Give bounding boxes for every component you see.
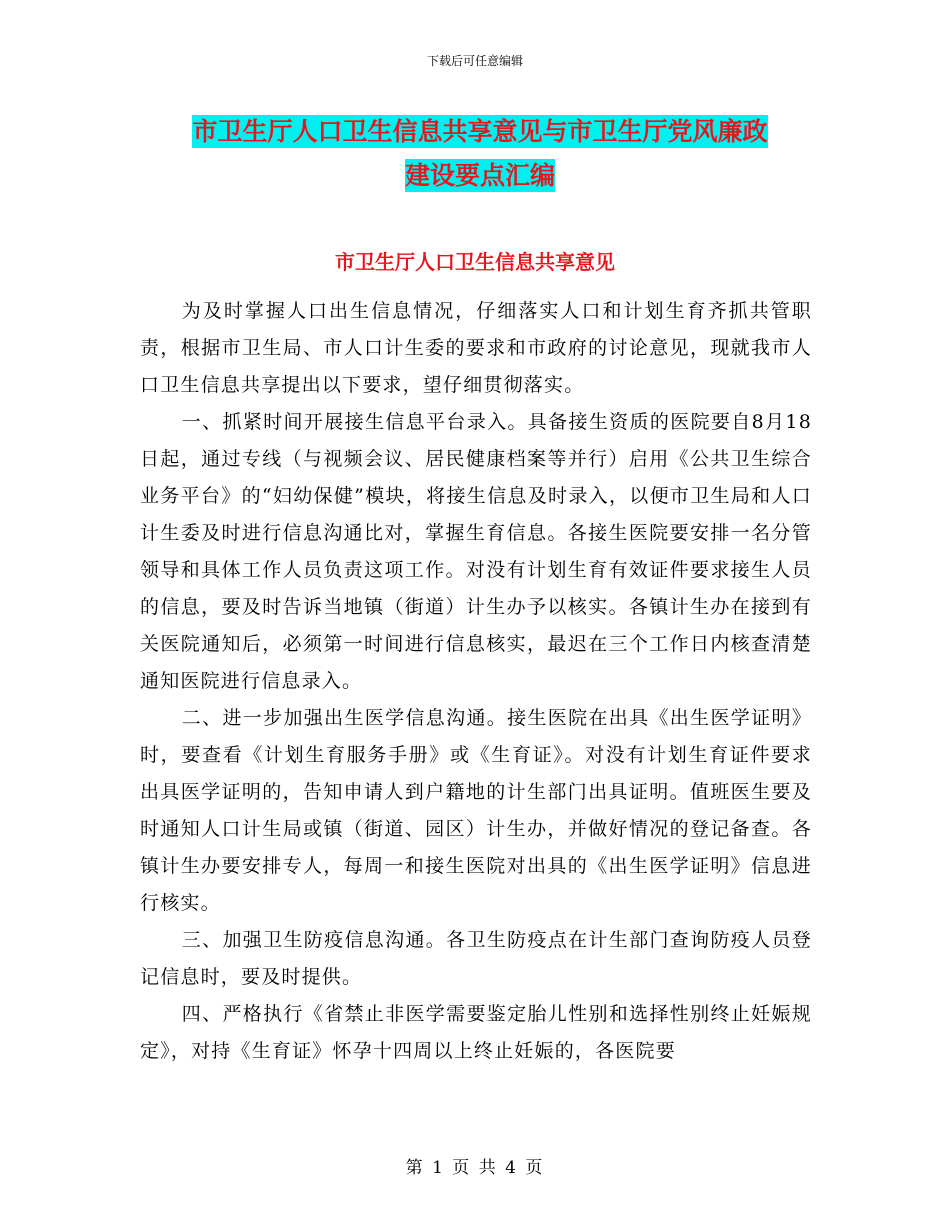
document-title-line-2: 建设要点汇编 xyxy=(404,161,555,190)
page-number: 第 1 页 共 4 页 xyxy=(405,1158,545,1178)
paragraph-item-2: 二、进一步加强出生医学信息沟通。接生医院在出具《出生医学证明》时，要查看《计划生育服务手册》或《生育证》。对没有计划生育证件要求出具医学证明的，告知申请人到户籍地的计生部门出具证明。值班医生要及时通知人口计生局或镇（街道、园区）计生办，并做好情况的登记备查。各镇计生办要安排专人，每周一和接生医院对出具的《出生医学证明》信息进行核实。 xyxy=(140,707,812,914)
paragraph-item-1: 一、抓紧时间开展接生信息平台录入。具备接生资质的医院要自8月18日起，通过专线（与视频会议、居民健康档案等并行）启用《公共卫生综合业务平台》的“妇幼保健”模块，将接生信息及时录入，以便市卫生局和人口计生委及时进行信息沟通比对，掌握生育信息。各接生医院要安排一名分管领导和具体工作人员负责这项工作。对没有计划生育有效证件要求接生人员的信息，要及时告诉当地镇（街道）计生办予以核实。各镇计生办在接到有关医院通知后，必须第一时间进行信息核实，最迟在三个工作日内核查清楚通知医院进行信息录入。 xyxy=(140,411,812,692)
section-title: 市卫生厅人口卫生信息共享意见 xyxy=(335,250,615,274)
document-body xyxy=(140,293,812,1070)
paragraph-item-4: 四、严格执行《省禁止非医学需要鉴定胎儿性别和选择性别终止妊娠规定》，对持《生育证》怀孕十四周以上终止妊娠的，各医院要 xyxy=(140,1003,812,1062)
paragraph-intro: 为及时掌握人口出生信息情况，仔细落实人口和计划生育齐抓共管职责，根据市卫生局、市人口计生委的要求和市政府的讨论意见，现就我市人口卫生信息共享提出以下要求，望仔细贯彻落实。 xyxy=(140,300,812,396)
document-title-line-1: 市卫生厅人口卫生信息共享意见与市卫生厅党风廉政 xyxy=(192,117,768,146)
document-title xyxy=(140,110,820,198)
paragraph-item-3: 三、加强卫生防疫信息沟通。各卫生防疫点在计生部门查询防疫人员登记信息时，要及时提供。 xyxy=(140,929,812,988)
page-header-note: 下载后可任意编辑 xyxy=(426,54,523,68)
